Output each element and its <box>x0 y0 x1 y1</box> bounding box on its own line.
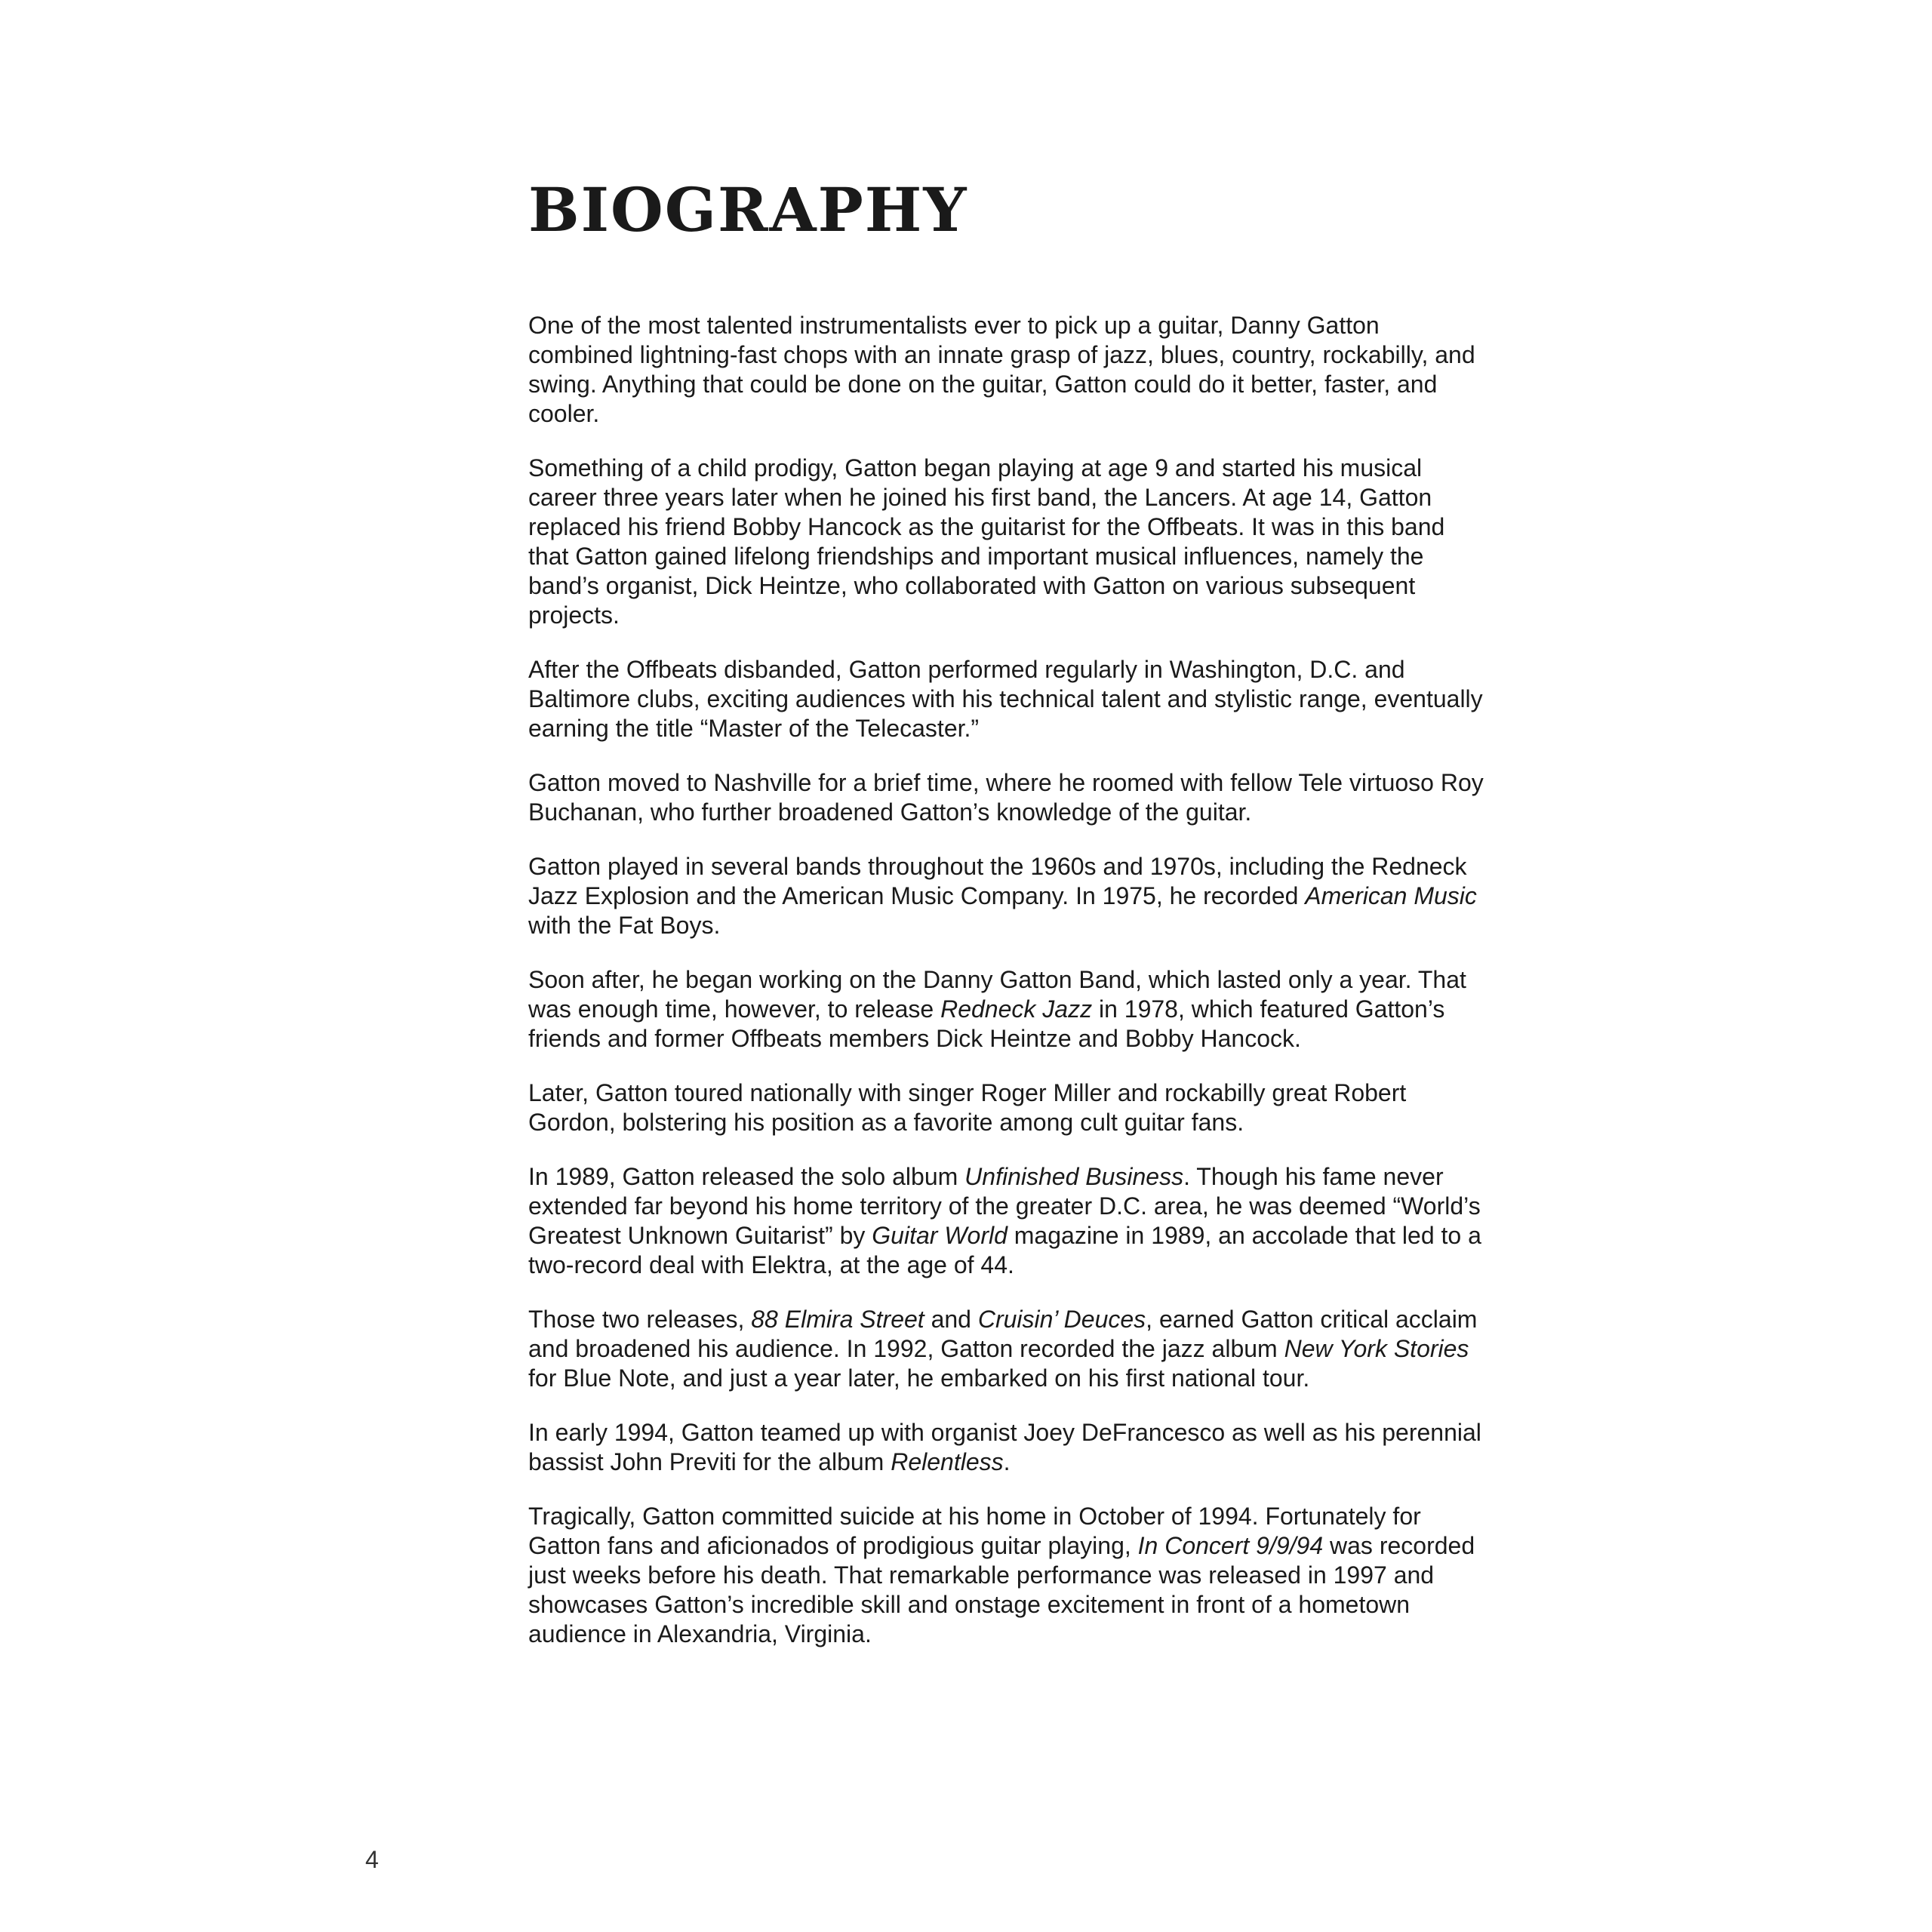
paragraph-text: for Blue Note, and just a year later, he embarked on his first national tour. <box>528 1364 1310 1392</box>
paragraph-text: with the Fat Boys. <box>528 912 721 939</box>
paragraph-7 <box>528 1078 1487 1137</box>
album-title: Redneck Jazz <box>940 995 1093 1023</box>
paragraph-2 <box>528 454 1487 630</box>
paragraph-text: One of the most talented instrumentalists ever to pick up a guitar, Danny Gatton combined lightning-fast chops with an innate grasp of jazz, blues, country, rockabilly, and swing. Anything that could be done on the guitar, Gatton could do it better, faster, and cooler. <box>528 312 1475 427</box>
paragraph-text: . Though his fame never extended far beyond his home territory of the greater D.C. area, he was deemed “World’s Greatest Unknown Guitarist” by <box>528 1163 1481 1249</box>
paragraph-text: was recorded just weeks before his death. That remarkable performance was released in 1997 and showcases Gatton’s incredible skill and onstage excitement in front of a hometown audience in Alexandria, Virginia. <box>528 1532 1475 1647</box>
paragraph-4 <box>528 768 1487 827</box>
album-title: 88 Elmira Street <box>751 1306 924 1333</box>
paragraph-text: Gatton moved to Nashville for a brief time, where he roomed with fellow Tele virtuoso Roy Buchanan, who further broadened Gatton’s knowledge of the guitar. <box>528 769 1484 826</box>
paragraph-text: Soon after, he began working on the Danny Gatton Band, which lasted only a year. That was enough time, however, to release <box>528 966 1466 1023</box>
album-title: New York Stories <box>1284 1335 1469 1362</box>
paragraph-6 <box>528 965 1487 1054</box>
magazine-title: Guitar World <box>872 1222 1008 1249</box>
paragraph-9 <box>528 1305 1487 1393</box>
paragraph-10 <box>528 1418 1487 1477</box>
paragraph-text: Gatton played in several bands throughout the 1960s and 1970s, including the Redneck Jazz Explosion and the American Music Company. In 1975, he recorded <box>528 853 1467 909</box>
paragraph-3 <box>528 655 1487 743</box>
paragraph-text: . <box>1003 1448 1011 1475</box>
album-title: Unfinished Business <box>964 1163 1184 1190</box>
paragraph-text: In early 1994, Gatton teamed up with organist Joey DeFrancesco as well as his perennial bassist John Previti for the album <box>528 1419 1481 1475</box>
paragraph-11 <box>528 1502 1487 1649</box>
paragraph-5 <box>528 852 1487 940</box>
paragraph-text: Later, Gatton toured nationally with singer Roger Miller and rockabilly great Robert Gordon, bolstering his position as a favorite among cult guitar fans. <box>528 1079 1407 1136</box>
paragraph-8 <box>528 1162 1487 1280</box>
page-number: 4 <box>365 1846 379 1873</box>
paragraph-text: magazine in 1989, an accolade that led to a two-record deal with Elektra, at the age of 44. <box>528 1222 1481 1278</box>
paragraph-text: After the Offbeats disbanded, Gatton performed regularly in Washington, D.C. and Baltimore clubs, exciting audiences with his technical talent and stylistic range, eventually earning the title “Master of the Telecaster.” <box>528 656 1483 742</box>
biography-body <box>528 311 1487 1674</box>
album-title: Relentless <box>891 1448 1004 1475</box>
album-title: American Music <box>1305 882 1477 909</box>
paragraph-text: Something of a child prodigy, Gatton began playing at age 9 and started his musical career three years later when he joined his first band, the Lancers. At age 14, Gatton replaced his friend Bobby Hancock as the guitarist for the Offbeats. It was in this band that Gatton gained lifelong friendships and important musical influences, namely the band’s organist, Dick Heintze, who collaborated with Gatton on various subsequent projects. <box>528 454 1445 629</box>
paragraph-text: and <box>924 1306 978 1333</box>
paragraph-text: in 1978, which featured Gatton’s friends and former Offbeats members Dick Heintze and Bobby Hancock. <box>528 995 1445 1052</box>
paragraph-text: Tragically, Gatton committed suicide at his home in October of 1994. Fortunately for Gatton fans and aficionados of prodigious guitar playing, <box>528 1503 1421 1559</box>
paragraph-text: Those two releases, <box>528 1306 752 1333</box>
album-title: Cruisin’ Deuces <box>977 1306 1146 1333</box>
page-title: BIOGRAPHY <box>528 174 968 245</box>
paragraph-text: , earned Gatton critical acclaim and broadened his audience. In 1992, Gatton recorded the jazz album <box>528 1306 1478 1362</box>
paragraph-1 <box>528 311 1487 429</box>
paragraph-text: In 1989, Gatton released the solo album <box>528 1163 965 1190</box>
album-title: In Concert 9/9/94 <box>1137 1532 1324 1559</box>
